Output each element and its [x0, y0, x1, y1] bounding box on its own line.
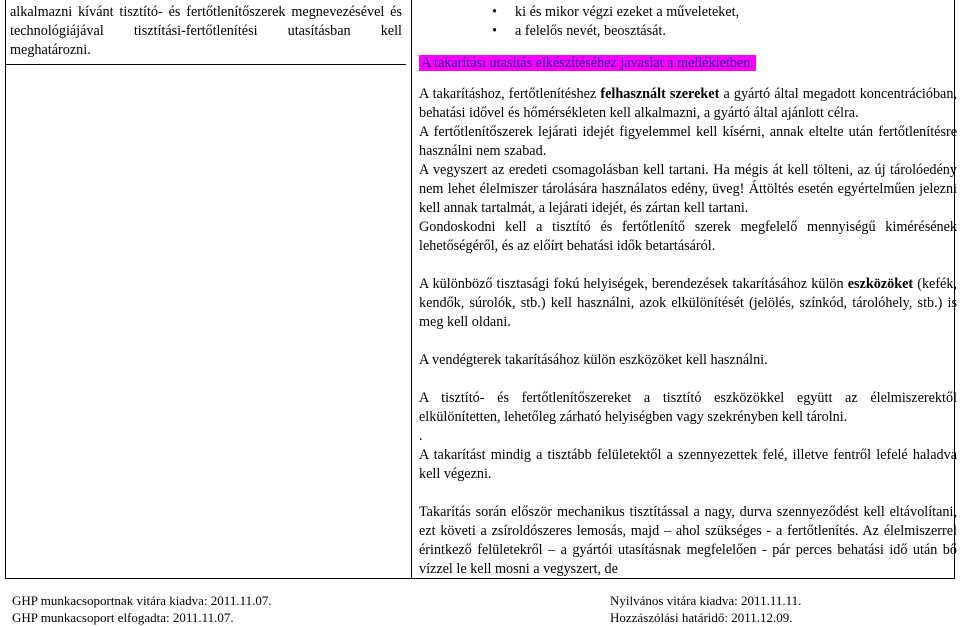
document-table [5, 0, 955, 579]
paragraph-order: A takarítást mindig a tisztább felületektől a szennyezettek felé, illetve fentről lefelé haladva kell végezni. [419, 447, 957, 482]
paragraph-storage: A tisztító- és fertőtlenítőszereket a tisztító eszközökkel együtt az élelmiszerektől elkülönítetten, lehetőleg zárható helyiségben vagy szekrényben kell tárolni. [419, 390, 957, 425]
footer-left [12, 592, 272, 626]
footer-right-line1: Nyilvános vitára kiadva: 2011.11.11. [610, 593, 802, 608]
paragraph-packaging: A vegyszert az eredeti csomagolásban kell tartani. Ha mégis át kell tölteni, az új tárolóedény nem lehet élelmiszer tárolására használatos edény, üveg! Áttöltés esetén egyértelműen jelezni kell annak tartalmát, a lejárati idejét, és zártan kell tartani. [419, 162, 957, 216]
paragraph-tools: A különböző tisztasági fokú helyiségek, berendezések takarításához külön eszközöket (kefék, kendők, súrolók, stb.) kell használni, azok elkülönítését (jelölés, színkód, tárolóhely, stb.) is meg kell oldani. [419, 276, 957, 330]
annex-note [419, 54, 957, 73]
footer-left-line1: GHP munkacsoportnak vitára kiadva: 2011.11.07. [12, 593, 272, 608]
footer-right-line2: Hozzászólási határidő: 2011.12.09. [610, 610, 793, 625]
left-cell-text: alkalmazni kívánt tisztító- és fertőtlenítőszerek megnevezésével és technológiájával tisztítási-fertőtlenítési utasításban kell meghatározni. [10, 4, 402, 58]
paragraph-procedure: Takarítás során először mechanikus tisztítással a nagy, durva szennyeződést kell eltávolítani, ezt követi a zsíroldószeres lemosás, majd – ahol szükséges - a fertőtlenítés. Az élelmiszerrel érintkező felületekről – a gyártói utasításnak megfelelően - pár perces behatási idő után bő vízzel le kell mosni a vegyszert, de [419, 504, 957, 577]
list-item: • ki és mikor végzi ezeket a műveleteket, [492, 4, 740, 20]
left-cell-bottom-border [6, 64, 406, 65]
list-item: • a felelős nevét, beosztását. [492, 23, 666, 39]
bullet-list [419, 3, 957, 41]
bullet-icon: • [492, 4, 497, 20]
footer-left-line2: GHP munkacsoport elfogadta: 2011.11.07. [12, 610, 234, 625]
paragraph-dot: . [419, 428, 423, 444]
paragraph-expiry: A fertőtlenítőszerek lejárati idejét figyelemmel kell kísérni, annak eltelte után fertőtlenítésre használni nem szabad. [419, 124, 957, 159]
paragraph-dosing: Gondoskodni kell a tisztító és fertőtlenítő szerek megfelelő mennyiségű kimérésének lehetőségéről, és az előírt behatási idők betartásáról. [419, 219, 957, 254]
footer-right [610, 592, 801, 626]
right-cell [419, 3, 957, 579]
bullet-icon: • [492, 23, 497, 39]
paragraph-detergents: A takarításhoz, fertőtlenítéshez felhasznált szereket a gyártó által megadott koncentrációban, behatási idővel és hőmérsékleten kell alkalmazni, a gyártó által ajánlott célra. [419, 86, 957, 121]
left-cell [10, 3, 402, 60]
highlighted-text: A takarítási utasítás elkészítéséhez javaslat a mellékletben. [421, 55, 754, 71]
column-divider [411, 0, 412, 579]
paragraph-guest-areas: A vendégterek takarításához külön eszközöket kell használni. [419, 352, 768, 368]
